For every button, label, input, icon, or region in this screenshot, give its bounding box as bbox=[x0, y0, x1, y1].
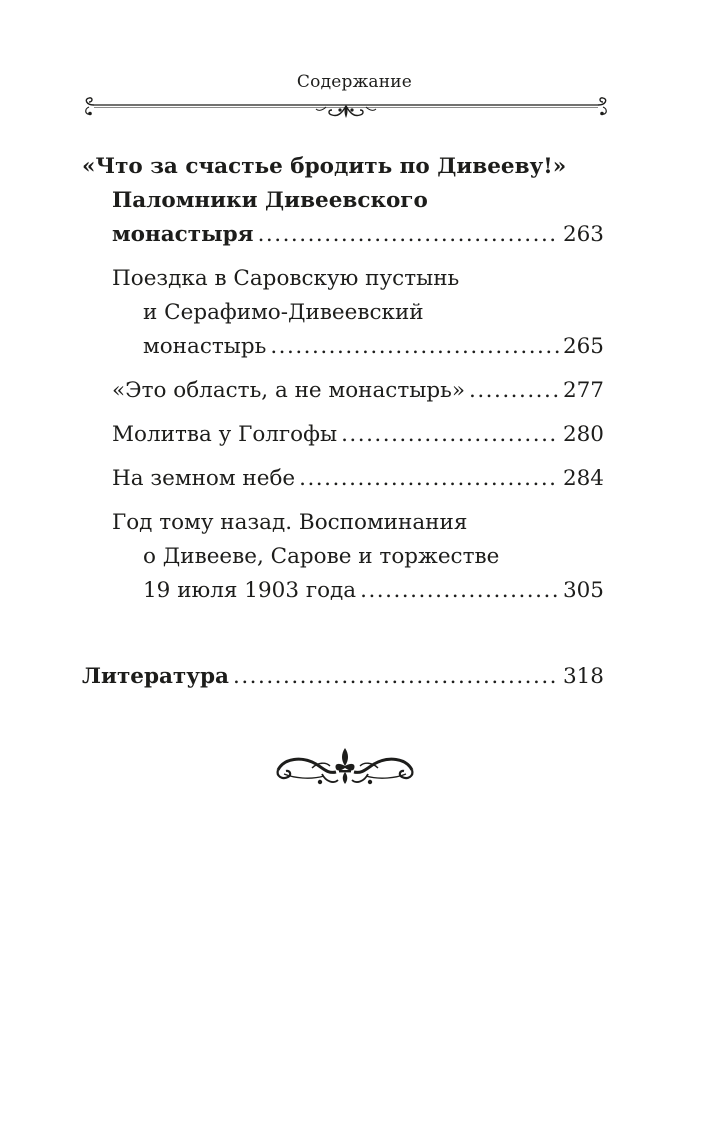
page-number: 277 bbox=[562, 378, 604, 403]
page-number: 284 bbox=[562, 466, 604, 491]
flourish-rule-icon bbox=[80, 93, 612, 123]
toc-entry-title-line: «Что за счастье бродить по Дивееву!» bbox=[82, 154, 567, 179]
toc-entry-label: Молитва у Голгофы bbox=[112, 422, 338, 447]
toc-entry[interactable] bbox=[82, 330, 604, 364]
toc-entry-label: монастырь bbox=[143, 334, 267, 359]
toc-entry-label: 19 июля 1903 года bbox=[143, 578, 357, 603]
toc-entry-title-line: о Дивееве, Сарове и торжестве bbox=[143, 544, 500, 569]
dot-leader bbox=[299, 462, 559, 496]
toc-entry-label: «Это область, а не монастырь» bbox=[112, 378, 465, 403]
page-number: 305 bbox=[562, 578, 604, 603]
toc-entry-title-line: Поездка в Саровскую пустынь bbox=[112, 266, 460, 291]
dot-leader bbox=[469, 374, 559, 408]
toc-entry-label: На земном небе bbox=[112, 466, 296, 491]
toc-entry-literature[interactable] bbox=[82, 660, 604, 694]
toc-entry[interactable] bbox=[82, 418, 604, 452]
page-number: 318 bbox=[562, 664, 604, 689]
page-number: 263 bbox=[562, 222, 604, 247]
page-number: 265 bbox=[562, 334, 604, 359]
toc-entry-label: монастыря bbox=[112, 222, 254, 247]
scroll-ornament-icon bbox=[274, 744, 416, 790]
toc-entry-main[interactable] bbox=[82, 218, 604, 252]
toc-entry[interactable] bbox=[82, 574, 604, 608]
page-number: 280 bbox=[562, 422, 604, 447]
dot-leader bbox=[341, 418, 559, 452]
toc-entry-title-line: и Серафимо-Дивеевский bbox=[143, 300, 424, 325]
table-of-contents bbox=[82, 150, 604, 694]
toc-entry-title-line: Паломники Дивеевского bbox=[112, 188, 428, 213]
dot-leader bbox=[233, 660, 559, 694]
dot-leader bbox=[360, 574, 559, 608]
running-head: Содержание bbox=[296, 72, 413, 92]
dot-leader bbox=[270, 330, 559, 364]
dot-leader bbox=[258, 218, 559, 252]
toc-entry[interactable] bbox=[82, 374, 604, 408]
toc-entry-label: Литература bbox=[82, 664, 229, 689]
toc-entry[interactable] bbox=[82, 462, 604, 496]
toc-entry-title-line: Год тому назад. Воспоминания bbox=[112, 510, 468, 535]
